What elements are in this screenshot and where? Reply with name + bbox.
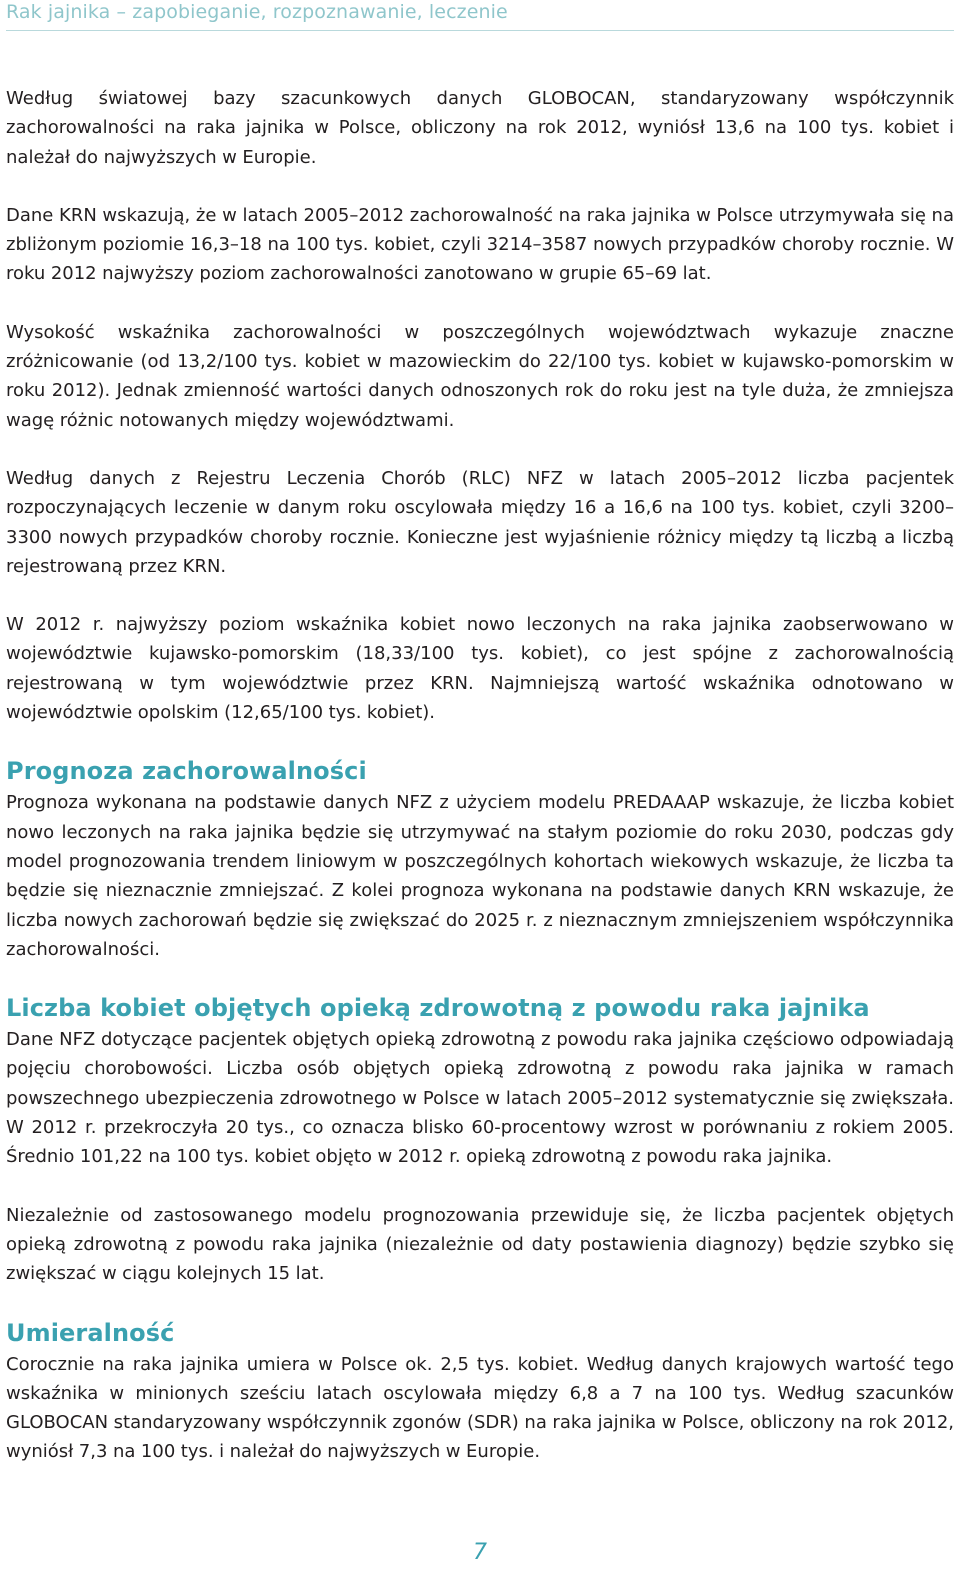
paragraph-care-prevalence: Dane NFZ dotyczące pacjentek objętych opieką zdrowotną z powodu raka jajnika częściowo odpowiadają pojęciu chorobowości. Liczba osób objętych opieką zdrowotną z powodu raka jajnika w ramach powszechnego ubezpieczenia zdrowotnego w Polsce w latach 2005–2012 systematycznie się zwiększała. W 2012 r. przekroczyła 20 tys., co oznacza blisko 60-procentowy wzrost w porównaniu z rokiem 2005. Średnio 101,22 na 100 tys. kobiet objęto w 2012 r. opieką zdrowotną z powodu raka jajnika. [6, 1029, 954, 1168]
paragraph-krn-incidence: Dane KRN wskazują, że w latach 2005–2012 zachorowalność na raka jajnika w Polsce utrzymywała się na zbliżonym poziomie 16,3–18 na 100 tys. kobiet, czyli 3214–3587 nowych przypadków choroby rocznie. W roku 2012 najwyższy poziom zachorowalności zanotowano w grupie 65–69 lat. [6, 204, 954, 285]
heading-care: Liczba kobiet objętych opieką zdrowotną z powodu raka jajnika [6, 994, 870, 1023]
heading-prognosis: Prognoza zachorowalności [6, 757, 367, 786]
running-header [6, 0, 954, 31]
running-header-title: Rak jajnika – zapobieganie, rozpoznawanie, leczenie [6, 1, 508, 23]
paragraph-treated-2012: W 2012 r. najwyższy poziom wskaźnika kobiet nowo leczonych na raka jajnika zaobserwowano w województwie kujawsko-pomorskim (18,33/100 tys. kobiet), co jest spójne z zachorowalnością rejestrowaną w tym województwie przez KRN. Najmniejszą wartość wskaźnika odnotowano w województwie opolskim (12,65/100 tys. kobiet). [6, 614, 954, 724]
page-content [6, 84, 954, 1496]
paragraph-prognosis: Prognoza wykonana na podstawie danych NFZ z użyciem modelu PREDAAAP wskazuje, że liczba kobiet nowo leczonych na raka jajnika będzie się utrzymywać na stałym poziomie do roku 2030, podczas gdy model prognozowania trendem liniowym w poszczególnych kohortach wiekowych wskazuje, że liczba ta będzie się nieznacznie zmniejszać. Z kolei prognoza wykonana na podstawie danych KRN wskazuje, że liczba nowych zachorowań będzie się zwiększać do 2025 r. z nieznacznym zmniejszeniem współczynnika zachorowalności. [6, 792, 954, 960]
paragraph-mortality: Corocznie na raka jajnika umiera w Polsce ok. 2,5 tys. kobiet. Według danych krajowych wartość tego wskaźnika w minionych sześciu latach oscylowała między 6,8 a 7 na 100 tys. Według szacunków GLOBOCAN standaryzowany współczynnik zgonów (SDR) na raka jajnika w Polsce, obliczony na rok 2012, wyniósł 7,3 na 100 tys. i należał do najwyższych w Europie. [6, 1353, 954, 1463]
paragraph-regional-variation: Wysokość wskaźnika zachorowalności w poszczególnych województwach wykazuje znaczne zróżnicowanie (od 13,2/100 tys. kobiet w mazowieckim do 22/100 tys. kobiet w kujawsko-pomorskim w roku 2012). Jednak zmienność wartości danych odnoszonych rok do roku jest na tyle duża, że zmniejsza wagę różnic notowanych między województwami. [6, 321, 954, 431]
heading-mortality: Umieralność [6, 1318, 175, 1347]
paragraph-care-forecast: Niezależnie od zastosowanego modelu prognozowania przewiduje się, że liczba pacjentek objętych opieką zdrowotną z powodu raka jajnika (niezależnie od daty postawienia diagnozy) będzie szybko się zwiększać w ciągu kolejnych 15 lat. [6, 1204, 954, 1285]
paragraph-rlc-nfz: Według danych z Rejestru Leczenia Chorób (RLC) NFZ w latach 2005–2012 liczba pacjentek rozpoczynających leczenie w danym roku oscylowała między 16 a 16,6 na 100 tys. kobiet, czyli 3200–3300 nowych przypadków choroby rocznie. Konieczne jest wyjaśnienie różnicy między tą liczbą a liczbą rejestrowaną przez KRN. [6, 467, 954, 577]
page-number: 7 [473, 1540, 487, 1565]
paragraph-globocan-incidence: Według światowej bazy szacunkowych danych GLOBOCAN, standaryzowany współczynnik zachorowalności na raka jajnika w Polsce, obliczony na rok 2012, wyniósł 13,6 na 100 tys. kobiet i należał do najwyższych w Europie. [6, 88, 954, 168]
